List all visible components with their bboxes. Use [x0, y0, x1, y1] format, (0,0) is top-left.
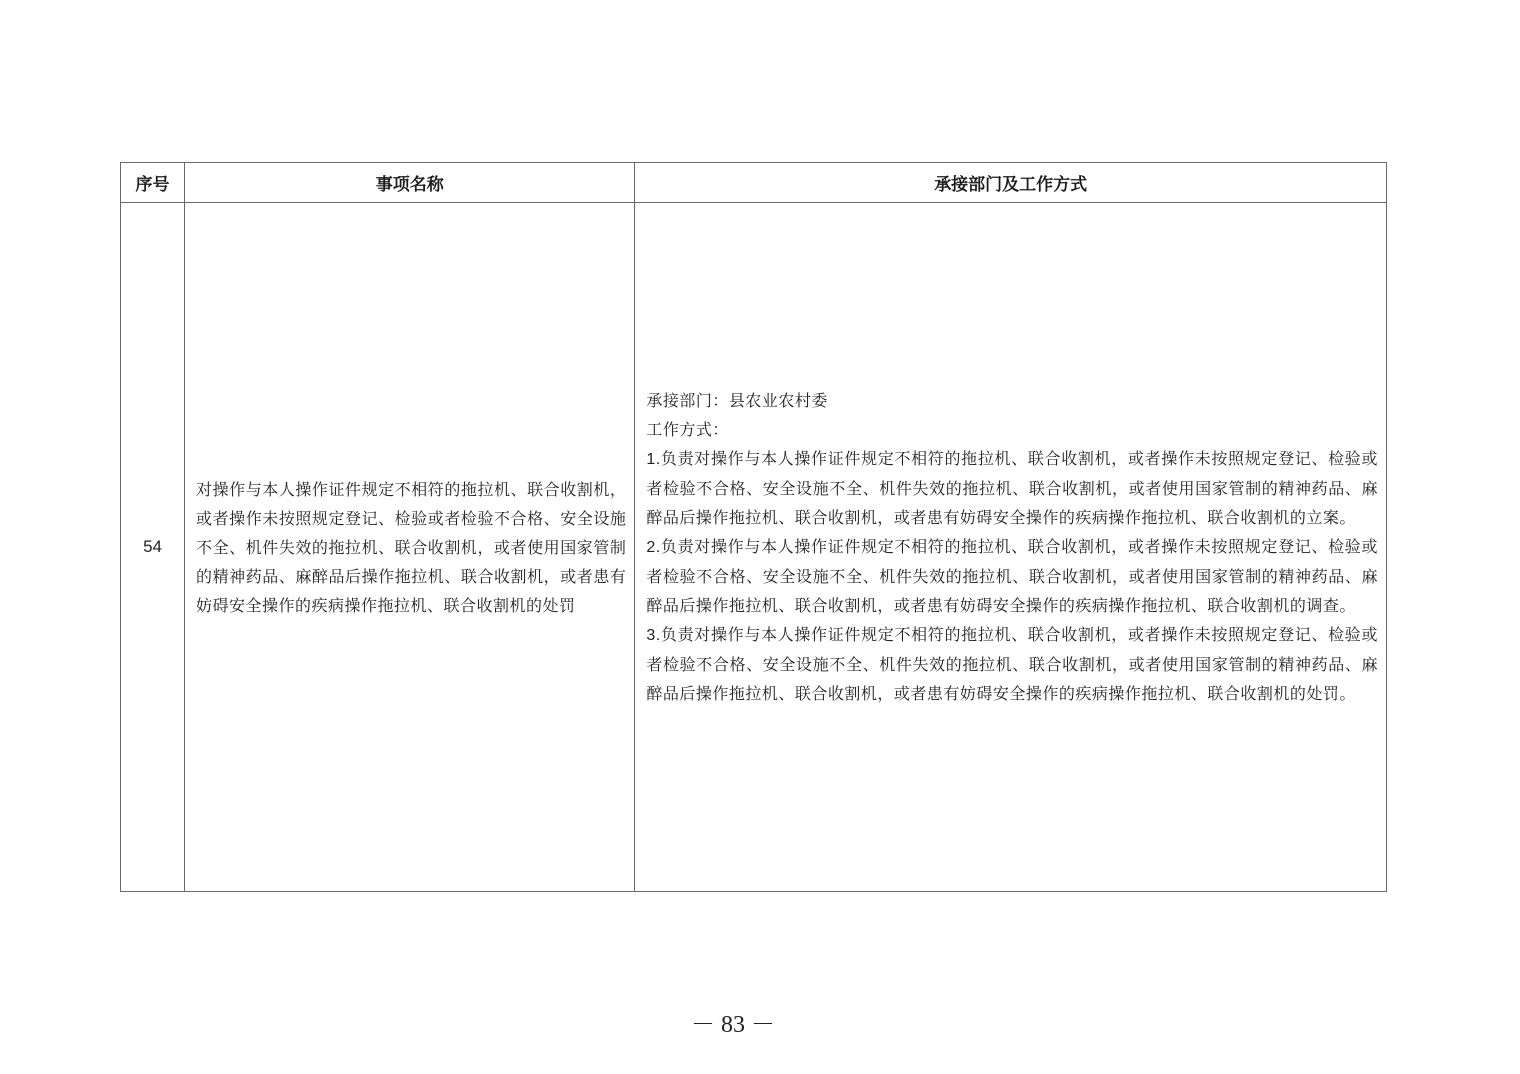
method-item-1: [646, 444, 1378, 532]
method-item-text: 负责对操作与本人操作证件规定不相符的拖拉机、联合收割机，或者操作未按照规定登记、检验或者检验不合格、安全设施不全、机件失效的拖拉机、联合收割机，或者使用国家管制的精神药品、麻醉品后操作拖拉机、联合收割机，或者患有妨碍安全操作的疾病操作拖拉机、联合收割机的处罚。: [646, 625, 1378, 703]
method-item-number: 3.: [646, 627, 661, 644]
page-number: － 83 －: [691, 1012, 775, 1038]
row-department-method: [635, 203, 1387, 892]
method-item-number: 1.: [646, 451, 661, 468]
row-serial-number: 54: [121, 203, 185, 892]
department-line: 承接部门：县农业农村委: [646, 391, 828, 410]
table-header-row: [121, 163, 1387, 203]
method-item-3: [646, 620, 1378, 708]
method-item-text: 负责对操作与本人操作证件规定不相符的拖拉机、联合收割机，或者操作未按照规定登记、检验或者检验不合格、安全设施不全、机件失效的拖拉机、联合收割机，或者使用国家管制的精神药品、麻醉品后操作拖拉机、联合收割机，或者患有妨碍安全操作的疾病操作拖拉机、联合收割机的立案。: [646, 449, 1378, 527]
method-item-text: 负责对操作与本人操作证件规定不相符的拖拉机、联合收割机，或者操作未按照规定登记、检验或者检验不合格、安全设施不全、机件失效的拖拉机、联合收割机，或者使用国家管制的精神药品、麻醉品后操作拖拉机、联合收割机，或者患有妨碍安全操作的疾病操作拖拉机、联合收割机的调查。: [646, 537, 1378, 615]
header-item-name: 事项名称: [185, 163, 635, 203]
method-item-2: [646, 532, 1378, 620]
responsibility-table: [120, 162, 1387, 892]
header-serial-number: 序号: [121, 163, 185, 203]
header-department-method: 承接部门及工作方式: [635, 163, 1387, 203]
row-item-name: 对操作与本人操作证件规定不相符的拖拉机、联合收割机，或者操作未按照规定登记、检验或者检验不合格、安全设施不全、机件失效的拖拉机、联合收割机，或者使用国家管制的精神药品、麻醉品后操作拖拉机、联合收割机，或者患有妨碍安全操作的疾病操作拖拉机、联合收割机的处罚: [185, 203, 635, 892]
table-row: [121, 203, 1387, 892]
method-item-number: 2.: [646, 539, 661, 556]
method-label: 工作方式：: [646, 420, 729, 439]
